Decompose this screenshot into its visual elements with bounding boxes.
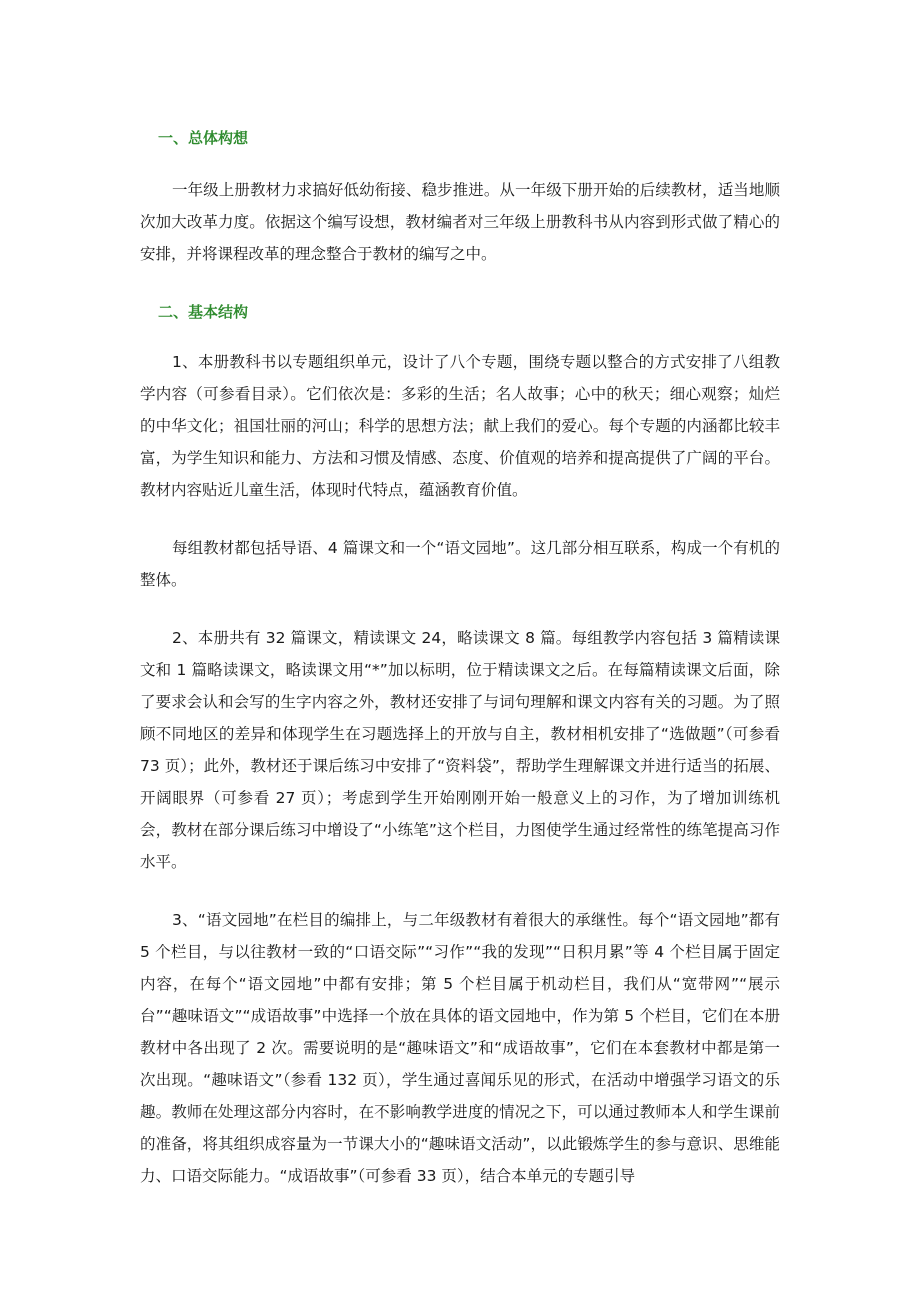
paragraph: 每组教材都包括导语、4 篇课文和一个“语文园地”。这几部分相互联系，构成一个有机的整体。 — [140, 539, 780, 589]
paragraph: 一年级上册教材力求搞好低幼衔接、稳步推进。从一年级下册开始的后续教材，适当地顺次加大改革力度。依据这个编写设想，教材编者对三年级上册教科书从内容到形式做了精心的安排，并将课程改革的理念整合于教材的编写之中。 — [140, 181, 780, 263]
paragraph-gap — [140, 878, 780, 904]
section-heading: 一、总体构想 — [158, 129, 249, 147]
paragraph-gap — [140, 596, 780, 622]
document-page — [140, 112, 780, 1192]
paragraph: 1、本册教科书以专题组织单元，设计了八个专题，围绕专题以整合的方式安排了八组教学内容（可参看目录）。它们依次是：多彩的生活；名人故事；心中的秋天；细心观察；灿烂的中华文化；祖国壮丽的河山；科学的思想方法；献上我们的爱心。每个专题的内涵都比较丰富，为学生知识和能力、方法和习惯及情感、态度、价值观的培养和提高提供了广阔的平台。教材内容贴近儿童生活，体现时代特点，蕴涵教育价值。 — [140, 353, 780, 499]
section-heading: 二、基本结构 — [158, 303, 249, 321]
paragraph: 3、“语文园地”在栏目的编排上，与二年级教材有着很大的承继性。每个“语文园地”都有 5 个栏目，与以往教材一致的“口语交际”“习作”“我的发现”“日积月累”等 4 个栏目属于固定内容，在每个“语文园地”中都有安排；第 5 个栏目属于机动栏目，我们从“宽带网”“展示台”“趣味语文”“成语故事”中选择一个放在具体的语文园地中，作为第 5 个栏目，它们在本册教材中各出现了 2 次。需要说明的是“趣味语文”和“成语故事”，它们在本套教材中都是第一次出现。“趣味语文”（参看 132 页），学生通过喜闻乐见的形式，在活动中增强学习语文的乐趣。教师在处理这部分内容时，在不影响教学进度的情况之下，可以通过教师本人和学生课前的准备，将其组织成容量为一节课大小的“趣味语文活动”，以此锻炼学生的参与意识、思维能力、口语交际能力。“成语故事”（可参看 33 页），结合本单元的专题引导 — [140, 911, 780, 1185]
paragraph: 2、本册共有 32 篇课文，精读课文 24，略读课文 8 篇。每组教学内容包括 3 篇精读课文和 1 篇略读课文，略读课文用“*”加以标明，位于精读课文之后。在每篇精读课文后面，除了要求会认和会写的生字内容之外，教材还安排了与词句理解和课文内容有关的习题。为了照顾不同地区的差异和体现学生在习题选择上的开放与自主，教材相机安排了“选做题”（可参看 73 页）；此外，教材还于课后练习中安排了“资料袋”，帮助学生理解课文并进行适当的拓展、开阔眼界（可参看 27 页）；考虑到学生开始刚刚开始一般意义上的习作，为了增加训练机会，教材在部分课后练习中增设了“小练笔”这个栏目，力图使学生通过经常性的练笔提高习作水平。 — [140, 629, 780, 871]
paragraph-gap — [140, 506, 780, 532]
